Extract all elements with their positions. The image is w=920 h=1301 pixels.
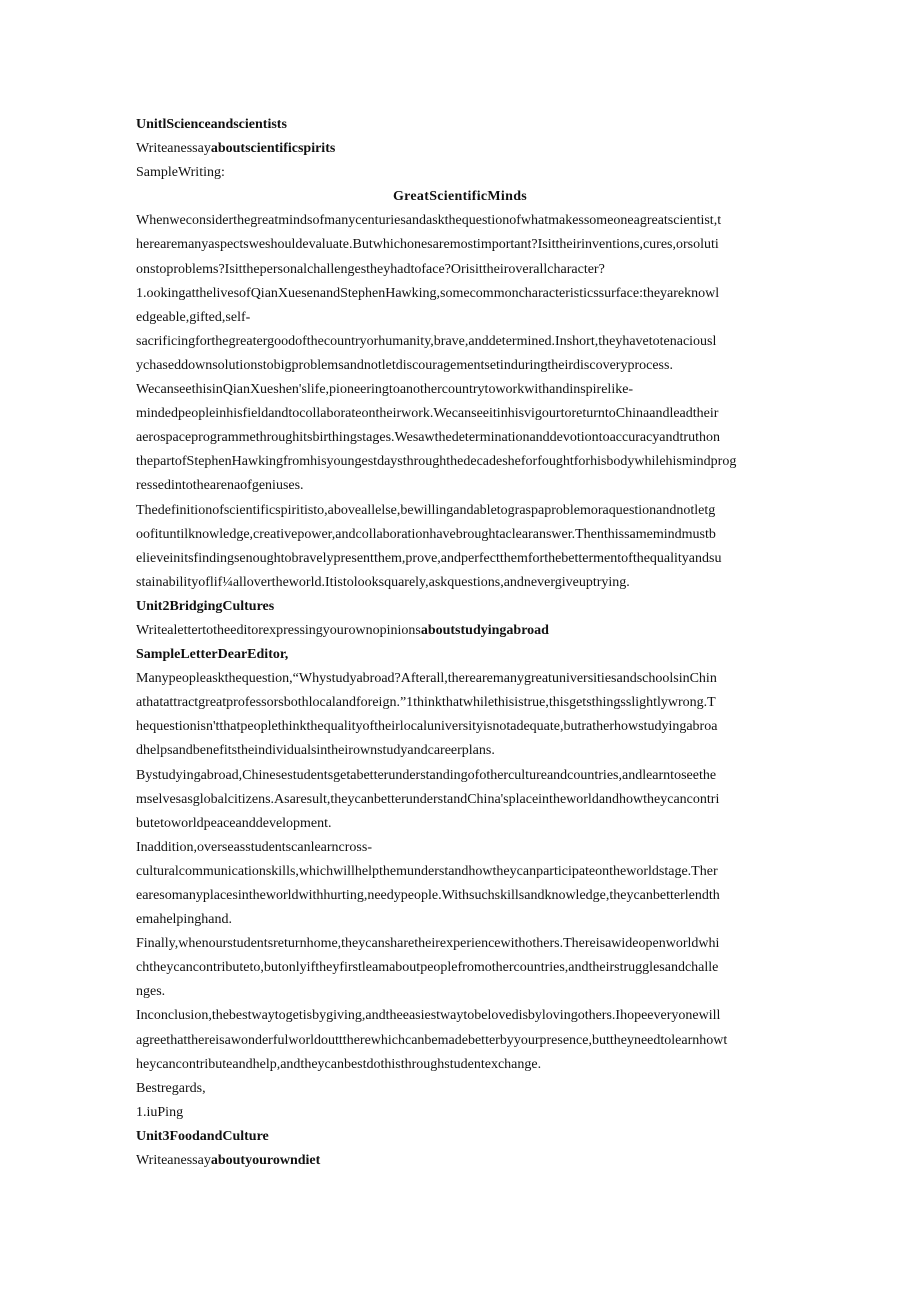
- unit2-line: Bestregards,: [136, 1080, 206, 1096]
- unit3-task: [136, 1149, 784, 1173]
- unit2-line: hequestionisn'tthatpeoplethinkthequalityoftheirlocaluniversityisnotadequate,butratherhowstudyingabroa: [136, 719, 718, 735]
- unit2-line: 1.iuPing: [136, 1104, 184, 1120]
- unit1-line: Thedefinitionofscientificspiritisto,aboveallelse,bewillingandabletograspaproblemoraquestionandnotletg: [136, 502, 716, 518]
- unit1-line: stainabilityoflif¼allovertheworld.Itistolooksquarely,askquestions,andnevergiveuptrying.: [136, 574, 630, 590]
- unit2-line: Inaddition,overseasstudentscanlearncross-: [136, 839, 372, 855]
- unit2-heading: Unit2BridgingCultures: [136, 598, 275, 614]
- unit1-line: elieveinitsfindingsenoughtobravelypresentthem,prove,andperfectthemforthebettermentofthequalityandsu: [136, 550, 722, 566]
- unit1-line: sacrificingforthegreatergoodofthecountryorhumanity,brave,anddetermined.Inshort,theyhavetotenaciousl: [136, 333, 717, 349]
- unit3-task-text: Writeanessay: [136, 1153, 211, 1169]
- unit2-line: emahelpinghand.: [136, 912, 233, 928]
- unit1-task-topic: aboutscientificspirits: [210, 141, 336, 157]
- unit2-task-topic: aboutstudyingabroad: [420, 622, 549, 638]
- unit1-task-text: Writeanessay: [136, 141, 211, 157]
- unit2-line: Bystudyingabroad,Chinesestudentsgetabetterunderstandingofothercultureandcountries,andlearntoseethe: [136, 767, 717, 783]
- unit1-line: Whenweconsiderthegreatmindsofmanycenturiesandaskthequestionofwhatmakessomeoneagreatscientist,t: [136, 213, 722, 229]
- unit1-line: 1.ookingatthelivesofQianXuesenandStephenHawking,somecommoncharacteristicssurface:theyareknowl: [136, 285, 720, 301]
- unit1-line: WecanseethisinQianXueshen'slife,pioneeringtoanothercountrytoworkwithandinspirelike-: [136, 382, 634, 398]
- unit2-line: dhelpsandbenefitstheindividualsintheirownstudyandcareerplans.: [136, 743, 495, 759]
- unit1-line: ychaseddownsolutionstobigproblemsandnotletdiscouragementsetinduringtheirdiscoveryprocess.: [136, 357, 673, 373]
- unit2-line: heycancontributeandhelp,andtheycanbestdothisthroughstudentexchange.: [136, 1056, 542, 1072]
- unit1-essay-title: GreatScientificMinds: [392, 189, 528, 205]
- unit1-line: herearemanyaspectsweshouldevaluate.Butwhichonesaremostimportant?Isittheirinventions,cures,orsoluti: [136, 237, 719, 253]
- document-page: [136, 113, 784, 1173]
- unit3-task-topic: aboutyourowndiet: [210, 1153, 321, 1169]
- unit1-line: mindedpeopleinhisfieldandtocollaborateontheirwork.WecanseeitinhisvigourtoreturntoChinaandleadtheir: [136, 406, 719, 422]
- unit2-line: Inconclusion,thebestwaytogetisbygiving,andtheeasiestwaytobelovedisbylovingothers.Ihopeeveryonewill: [136, 1008, 721, 1024]
- unit1-line: oofituntilknowledge,creativepower,andcollaborationhavebroughtaclearanswer.Thenthissamemindmustb: [136, 526, 716, 542]
- unit2-line: culturalcommunicationskills,whichwillhelpthemunderstandhowtheycanparticipateontheworldstage.Ther: [136, 863, 718, 879]
- unit2-line: athatattractgreatprofessorsbothlocalandforeign.”1thinkthatwhilethisistrue,thisgetsthingsslightlywrong.T: [136, 695, 716, 711]
- unit2-sample-label: SampleLetterDearEditor,: [136, 647, 289, 663]
- unit2-line: butetoworldpeaceanddevelopment.: [136, 815, 332, 831]
- unit1-line: ressedintothearenaofgeniuses.: [136, 478, 304, 494]
- unit2-line: agreethatthereisawonderfulworldoutttherewhichcanbemadebetterbyyourpresence,buttheyneedtolearnhowt: [136, 1032, 728, 1048]
- unit1-line: aerospaceprogrammethroughitsbirthingstages.Wesawthedeterminationanddevotiontoaccuracyandtruthon: [136, 430, 720, 446]
- unit2-line: earesomanyplacesintheworldwithhurting,needypeople.Withsuchskillsandknowledge,theycanbetterlendth: [136, 888, 720, 903]
- unit2-line: Manypeopleaskthequestion,“Whystudyabroad?Afterall,therearemanygreatuniversitiesandschoolsinChin: [136, 671, 717, 687]
- unit1-line: onstoproblems?Isitthepersonalchallengestheyhadtoface?Orisittheiroverallcharacter?: [136, 261, 605, 277]
- unit2-line: Finally,whenourstudentsreturnhome,theycansharetheirexperiencewithothers.Thereisawideopenworldwhi: [136, 936, 720, 952]
- unit1-task: [136, 137, 784, 161]
- unit2-line: mselvesasglobalcitizens.Asaresult,theycanbetterunderstandChina'splaceintheworldandhowtheycancontri: [136, 791, 720, 807]
- unit2-line: nges.: [136, 984, 166, 1000]
- unit1-line: thepartofStephenHawkingfromhisyoungestdaysthroughthedecadesheforfoughtforhisbodywhilehismindprog: [136, 454, 737, 470]
- unit1-heading: UnitlScienceandscientists: [136, 117, 287, 132]
- unit1-line: edgeable,gifted,self-: [136, 309, 251, 325]
- unit2-line: chtheycancontributeto,butonlyiftheyfirstleamaboutpeoplefromothercountries,andtheirstrugglesandchalle: [136, 960, 719, 976]
- unit2-task: [136, 619, 784, 643]
- unit1-sample-label: SampleWriting:: [136, 165, 225, 181]
- unit3-heading: Unit3FoodandCulture: [136, 1128, 269, 1144]
- unit2-task-text: Writealettertotheeditorexpressingyourownopinions: [136, 622, 421, 638]
